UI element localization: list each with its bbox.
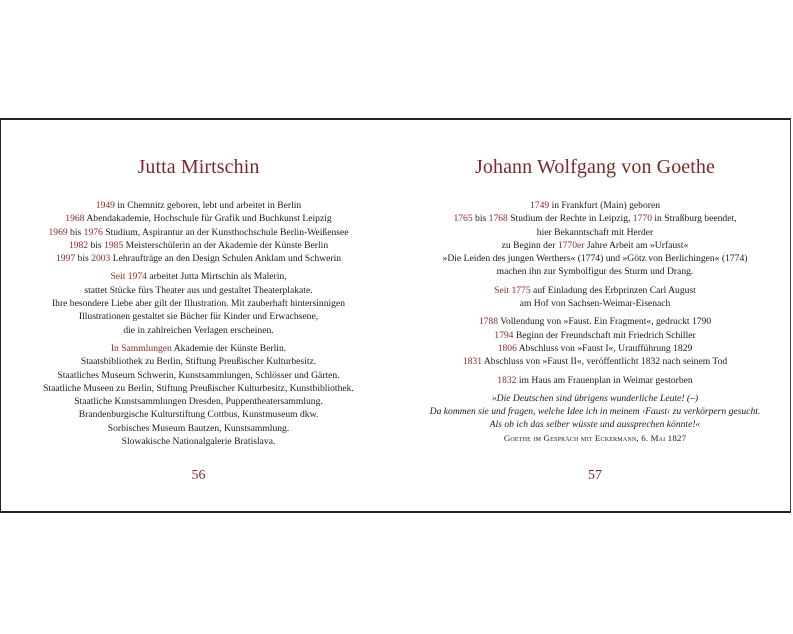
- bio-line: die in zahlreichen Verlagen erscheinen.: [123, 324, 274, 336]
- bio-line: zu Beginn der 1770er Jahre Arbeit am »Urfaust«: [501, 239, 689, 251]
- bio-timeline: [1, 199, 396, 265]
- bio-line: Slowakische Nationalgalerie Bratislava.: [121, 436, 276, 448]
- bio-line: 1949 in Chemnitz geboren, lebt und arbeitet in Berlin: [95, 200, 302, 211]
- bio-line: Staatliches Museum Schwerin, Kunstsammlungen, Schlösser und Gärten.: [57, 369, 340, 381]
- bio-faust: [399, 315, 791, 368]
- bio-line: hier Bekanntschaft mit Herder: [536, 226, 654, 238]
- bio-line: Seit 1974 arbeitet Jutta Mirtschin als Malerin,: [110, 271, 287, 283]
- biography-text: [399, 199, 791, 450]
- bio-line: stattet Stücke fürs Theater aus und gestaltet Theaterplakate.: [84, 284, 313, 296]
- bio-line: 1765 bis 1768 Studium der Rechte in Leipzig, 1770 in Straßburg beendet,: [453, 213, 737, 225]
- bio-line: In Sammlungen Akademie der Künste Berlin.: [110, 342, 287, 354]
- bio-line: 1969 bis 1976 Studium, Aspirantur an der Kunsthochschule Berlin-Weißensee: [48, 226, 349, 238]
- quote-source: Goethe im Gespräch mit Eckermann, 6. Mai 1827: [503, 432, 687, 443]
- bio-line: 1749 in Frankfurt (Main) geboren: [529, 200, 661, 211]
- quote-line: Da kommen sie und fragen, welche Idee ich in meinem ›Faust‹ zu verkörpern gesucht.: [429, 406, 761, 418]
- page-title: Johann Wolfgang von Goethe: [474, 156, 716, 178]
- bio-work-paragraph: [1, 270, 396, 336]
- bio-line: Ihre besondere Liebe aber gilt der Illustration. Mit zauberhaft hintersinnigen: [51, 298, 346, 310]
- bio-line: 1832 im Haus am Frauenplan in Weimar gestorben: [497, 374, 693, 386]
- bio-line: Staatliche Museen zu Berlin, Stiftung Preußischer Kulturbesitz, Kunstbibliothek.: [43, 382, 354, 394]
- quote-line: »Die Deutschen sind übrigens wunderliche Leute! (–): [491, 392, 699, 404]
- collections-paragraph: [1, 342, 396, 448]
- bio-line: Brandenburgische Kulturstiftung Cottbus, Kunstmuseum dkw.: [78, 409, 319, 421]
- bio-line: am Hof von Sachsen-Weimar-Eisenach: [519, 298, 671, 310]
- bio-line: 1997 bis 2003 Lehraufträge an den Design Schulen Anklam und Schwerin: [55, 253, 342, 265]
- bio-line: Sorbisches Museum Bautzen, Kunstsammlung.: [107, 422, 290, 434]
- bio-line: Staatliche Kunstsammlungen Dresden, Puppentheatersammlung.: [74, 396, 323, 408]
- bio-line: machen ihn zur Symbolfigur des Sturm und Drang.: [496, 266, 694, 278]
- page-title: Jutta Mirtschin: [137, 156, 260, 178]
- bio-death: [399, 374, 791, 387]
- left-page: [1, 120, 396, 511]
- biography-text: [1, 199, 396, 453]
- right-page: [399, 120, 791, 511]
- page-number: 56: [191, 468, 206, 483]
- bio-weimar: [399, 284, 791, 311]
- quote: [399, 392, 791, 445]
- bio-line: Staatsbibliothek zu Berlin, Stiftung Preußischer Kulturbesitz.: [80, 356, 317, 368]
- quote-line: Als ob ich das selber wüsste und aussprechen könnte!«: [489, 419, 701, 431]
- bio-line: 1788 Vollendung von »Faust. Ein Fragment«, gedruckt 1790: [478, 316, 712, 328]
- bio-early-life: [399, 199, 791, 279]
- book-spread: [0, 118, 791, 513]
- page-number: 57: [588, 468, 602, 483]
- bio-line: »Die Leiden des jungen Werthers« (1774) und »Götz von Berlichingen« (1774): [442, 253, 748, 265]
- bio-line: 1982 bis 1985 Meisterschülerin an der Akademie der Künste Berlin: [68, 239, 329, 251]
- bio-line: 1831 Abschluss von »Faust II«, veröffentlicht 1832 nach seinem Tod: [462, 356, 728, 368]
- bio-line: 1968 Abendakademie, Hochschule für Grafik und Buchkunst Leipzig: [65, 213, 332, 225]
- bio-line: 1806 Abschluss von »Faust I«, Uraufführung 1829: [497, 342, 693, 354]
- bio-line: Seit 1775 auf Einladung des Erbprinzen Carl August: [494, 284, 696, 296]
- bio-line: 1794 Beginn der Freundschaft mit Friedrich Schiller: [494, 329, 696, 341]
- bio-line: Illustrationen gestaltet sie Bücher für Kinder und Erwachsene,: [78, 311, 319, 323]
